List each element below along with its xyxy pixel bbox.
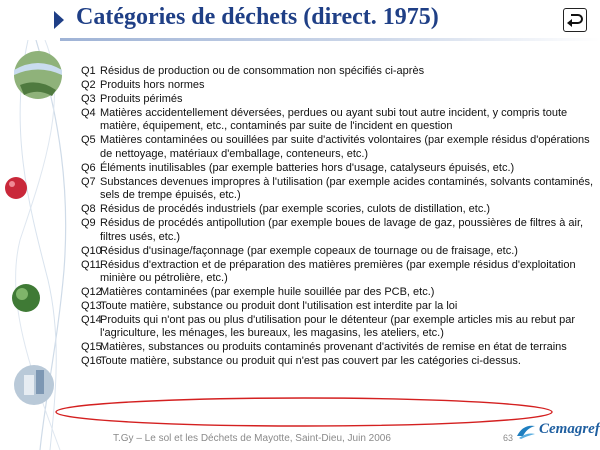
list-item (81, 217, 596, 244)
landscape-photo-icon (14, 51, 62, 99)
list-item (81, 107, 596, 134)
category-description: Produits périmés (100, 93, 183, 105)
category-code: Q2 (81, 79, 96, 91)
category-description: Toute matière, substance ou produit dont l'utilisation est interdite par la loi (100, 300, 458, 313)
category-description: Matières, substances ou produits contaminés provenant d'activités de remise en état de terrains (100, 341, 567, 354)
category-code: Q9 (81, 217, 96, 230)
plant-photo-icon (12, 284, 40, 312)
category-description: Résidus d'extraction et de préparation des matières premières (par exemple résidus d'exploitation minière ou pétrolière, etc.) (100, 258, 576, 285)
category-description: Produits qui n'ont pas ou plus d'utilisation pour le détenteur (par exemple articles mis au rebut par l'agriculture, les ménages, les bureaux, les magasins, les ateliers, etc.) (100, 314, 576, 340)
category-description: Matières accidentellement déversées, perdues ou ayant subi tout autre incident, y compris toute matière, équipement, etc., contaminés par suite de l'incident en question (100, 107, 568, 133)
category-description: Résidus d'usinage/façonnage (par exemple copeaux de tournage ou de fraisage, etc.) (100, 244, 518, 257)
category-description: Matières contaminées (par exemple huile souillée par des PCB, etc.) (100, 286, 435, 299)
list-item (81, 134, 596, 161)
red-highlight-ellipse (53, 395, 555, 429)
list-item (81, 300, 596, 313)
list-item (81, 162, 596, 175)
list-item (81, 203, 596, 216)
category-code: Q1 (81, 65, 96, 77)
return-arrow-icon (566, 11, 584, 29)
list-item (81, 314, 596, 341)
category-code: Q12 (81, 286, 102, 299)
list-item (81, 93, 596, 106)
title-underline (60, 38, 600, 41)
category-code: Q7 (81, 175, 96, 188)
cemagref-logo (515, 418, 600, 444)
logo-text: Cemagref (539, 421, 600, 437)
logo-mark-icon (515, 422, 537, 440)
category-description: Résidus de procédés industriels (par exemple scories, culots de distillation, etc.) (100, 203, 491, 216)
list-item (81, 355, 596, 368)
category-code: Q13 (81, 300, 102, 313)
category-description: Résidus de production ou de consommation non spécifiés ci-après (100, 65, 425, 77)
list-item (81, 176, 596, 203)
decorative-sidebar (0, 40, 80, 450)
list-item (81, 341, 596, 354)
category-code: Q15 (81, 341, 102, 354)
category-code: Q4 (81, 107, 96, 119)
category-code: Q11 (81, 258, 101, 271)
page-number: 63 (503, 433, 514, 443)
title-bar (0, 0, 600, 42)
category-description: Matières contaminées ou souillées par suite d'activités volontaires (par exemple résidus d'opérations de nettoyage, matériaux d'emballage, conteneurs, etc.) (100, 134, 590, 160)
category-description: Toute matière, substance ou produit qui n'est pas couvert par les catégories ci-dessus. (100, 355, 521, 368)
back-button[interactable] (563, 8, 587, 32)
category-code: Q5 (81, 134, 96, 147)
category-code: Q10 (81, 244, 102, 257)
play-arrow-icon (52, 9, 66, 31)
category-code: Q14 (81, 314, 102, 327)
category-description: Résidus de procédés antipollution (par exemple boues de lavage de gaz, poussières de filtres à air, filtres usés, etc.) (100, 217, 584, 243)
category-code: Q8 (81, 203, 96, 216)
list-item (81, 259, 596, 286)
slide-title: Catégories de déchets (direct. 1975) (76, 4, 439, 30)
category-description: Substances devenues impropres à l'utilisation (par exemple acides contaminés, solvants contaminés, sels de trempe épuisés, etc.) (100, 175, 594, 202)
category-code: Q6 (81, 161, 96, 174)
category-description: Éléments inutilisables (par exemple batteries hors d'usage, catalyseurs épuisés, etc.) (100, 161, 515, 174)
list-item (81, 79, 596, 92)
waste-category-list (81, 65, 596, 369)
category-code: Q16 (81, 355, 102, 368)
red-fruit-icon (5, 177, 27, 199)
list-item (81, 65, 596, 78)
laboratory-photo-icon (14, 365, 54, 405)
footer-text: T.Gy – Le sol et les Déchets de Mayotte, Saint-Dieu, Juin 2006 (113, 433, 391, 444)
list-item (81, 286, 596, 299)
category-description: Produits hors normes (100, 79, 205, 91)
list-item (81, 245, 596, 258)
category-code: Q3 (81, 93, 96, 105)
